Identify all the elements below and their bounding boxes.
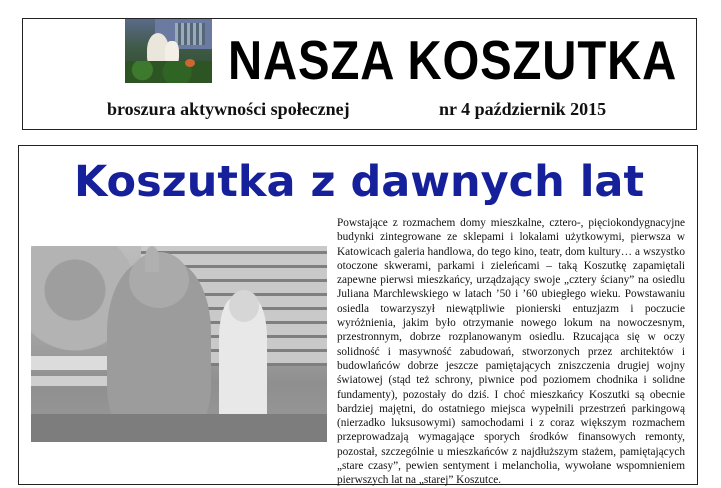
masthead-title: NASZA KOSZUTKA xyxy=(228,29,678,91)
masthead xyxy=(22,18,697,130)
article-photo xyxy=(31,246,327,442)
article-box xyxy=(18,145,698,485)
article-body-text: Powstające z rozmachem domy mieszkalne, cztero-, pięciokondygnacyjne budynki zintegrowane ze sklepami i lokalami użytkowymi, pierwsza w Katowicach galeria handlowa, do tego kino, teatr, dom kultury… a wszystko otoczone skwerami, parkami i zieleńcami – taką Koszutkę zapamiętali zapewne pierwsi mieszkańcy, urządzający swoje „cztery ściany” na osiedlu Juliana Marchlewskiego w latach ’50 i ’60 ubiegłego wieku. Powstawaniu osiedla towarzyszył niewątpliwie pionierski entuzjazm i poczucie wyróżnienia, jakim było otrzymanie nowego lokum na nowoczesnym, przestronnym, dobrze rozplanowanym osiedlu. Rzucająca się w oczy solidność i masywność zabudowań, stworzonych przez architektów i budowlańców dobrze jeszcze pamiętających zniszczenia drugiej wojny światowej (stąd też schrony, piwnice pod poziomem chodnika i solidne fundamenty), pozostały do dziś. I choć mieszkańcy Koszutki są obecnie bardziej majętni, do ostatniego miejsca wypełnili przestrzeń parkingową (nierzadko luksusowymi) samochodami i z coraz większym rozmachem przeprowadzają wymagające sporych środków finansowych remonty, pozostał, szczególnie u mieszkańców z najdłuższym stażem, pamiętających „stare czasy”, pewien sentyment i melancholia, wywołane wspomnieniem pierwszych lat na „starej” Koszutce. xyxy=(337,217,685,487)
article-title: Koszutka z dawnych lat xyxy=(73,157,645,207)
masthead-issue-date: nr 4 październik 2015 xyxy=(439,99,607,119)
masthead-logo-photo xyxy=(125,19,212,83)
masthead-subtitle: broszura aktywności społecznej xyxy=(107,99,350,119)
